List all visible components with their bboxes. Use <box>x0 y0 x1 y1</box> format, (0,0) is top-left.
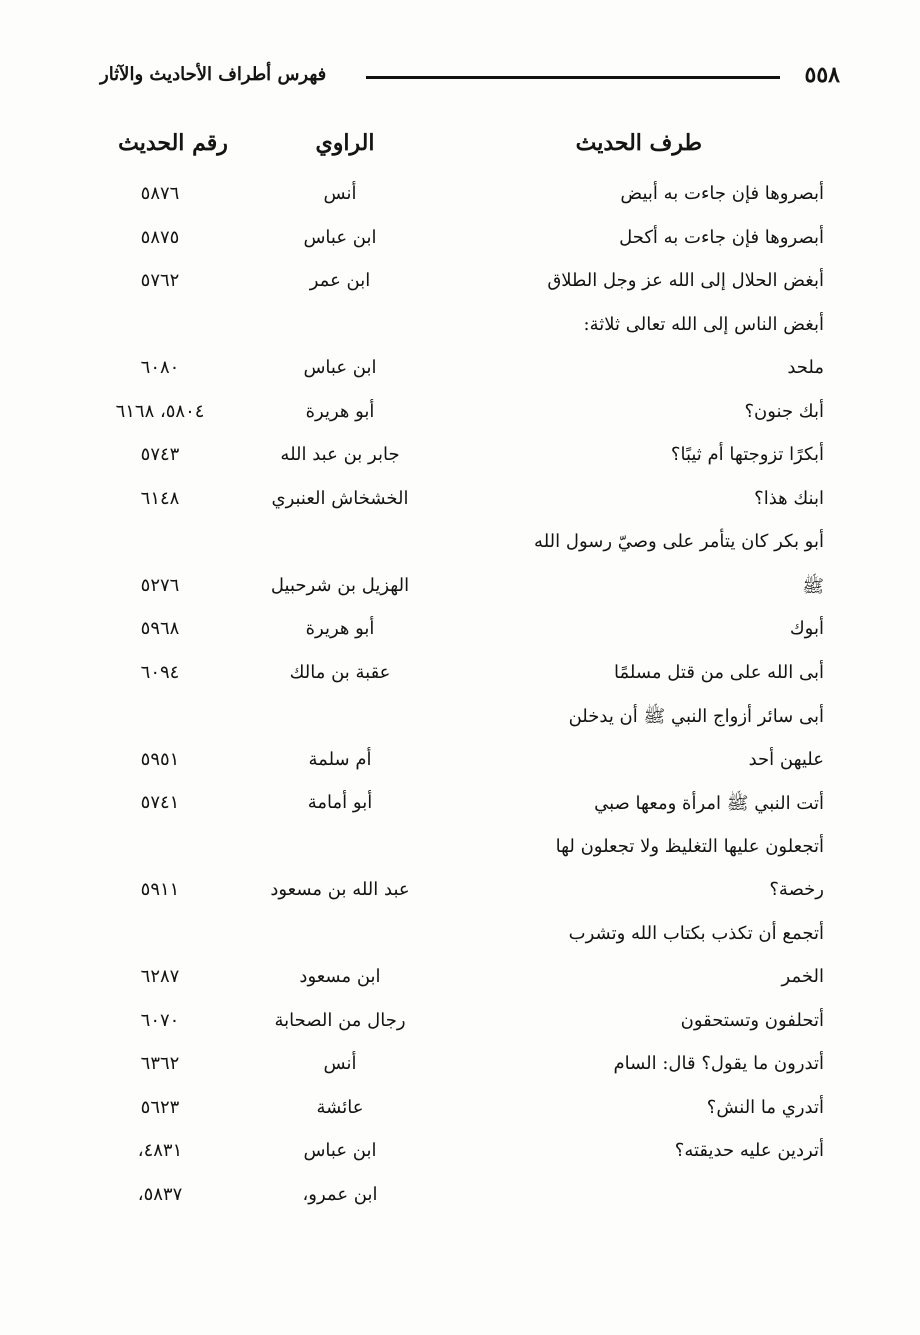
table-row <box>0 836 920 880</box>
hadith-cell: أبكرًا تزوجتها أم ثيبًا؟ <box>670 444 824 465</box>
page-header <box>100 62 840 96</box>
table-row <box>0 662 920 706</box>
hadith-number-cell: ٥٨٣٧، <box>137 1183 183 1205</box>
hadith-cell: أتت النبي ﷺ امرأة ومعها صبي <box>594 793 824 814</box>
table-row <box>0 705 920 749</box>
narrator-cell: ابن عمر <box>309 270 371 291</box>
narrator-cell: الخشخاش العنبري <box>271 487 409 509</box>
hadith-number-cell: ٦٠٨٠ <box>140 357 180 378</box>
table-row <box>0 401 920 445</box>
narrator-cell: عائشة <box>316 1096 364 1118</box>
narrator-cell: أبو هريرة <box>305 400 375 422</box>
hadith-cell: أبى سائر أزواج النبي ﷺ أن يدخلن <box>568 706 824 727</box>
hadith-cell: أتحلفون وتستحقون <box>680 1009 824 1031</box>
table-row <box>0 1184 920 1228</box>
table-row <box>0 314 920 358</box>
hadith-cell: أتجعلون عليها التغليظ ولا تجعلون لها <box>555 835 824 857</box>
hadith-number-cell: ٥٨٧٥ <box>140 226 180 248</box>
hadith-number-cell: ٥٨٠٤، ٦١٦٨ <box>115 400 205 422</box>
table-row <box>0 575 920 619</box>
narrator-cell: الهزيل بن شرحبيل <box>270 574 410 596</box>
hadith-cell: أبى الله على من قتل مسلمًا <box>614 661 824 683</box>
narrator-cell: أنس <box>323 183 357 204</box>
hadith-cell: أتردين عليه حديقته؟ <box>674 1140 824 1161</box>
hadith-number-cell: ٥٩٦٨ <box>140 618 180 639</box>
table-row <box>0 749 920 793</box>
narrator-cell: ابن عباس <box>303 1140 377 1161</box>
hadith-cell: ﷺ <box>802 575 824 597</box>
hadith-number-cell: ٥٢٧٦ <box>140 574 180 596</box>
hadith-cell: ملحد <box>787 357 824 378</box>
hadith-number-cell: ٥٧٤١ <box>140 792 180 813</box>
narrator-cell: أبو هريرة <box>305 618 375 639</box>
hadith-cell: الخمر <box>781 966 824 987</box>
hadith-number-cell: ٦٣٦٢ <box>140 1053 180 1074</box>
narrator-cell: جابر بن عبد الله <box>280 444 400 465</box>
hadith-cell: أبغض الناس إلى الله تعالى ثلاثة: <box>583 313 824 335</box>
hadith-number-cell: ٦٠٩٤ <box>140 661 180 683</box>
narrator-cell: عقبة بن مالك <box>289 661 391 683</box>
header-rule <box>366 76 780 79</box>
table-row <box>0 1140 920 1184</box>
table-row <box>0 357 920 401</box>
narrator-cell: عبد الله بن مسعود <box>270 879 410 900</box>
hadith-number-cell: ٦٢٨٧ <box>140 966 180 987</box>
narrator-cell: ابن عباس <box>303 226 377 248</box>
hadith-cell: أبغض الحلال إلى الله عز وجل الطلاق <box>547 270 824 291</box>
table-row <box>0 923 920 967</box>
hadith-number-cell: ٥٧٤٣ <box>140 444 180 465</box>
hadith-number-cell: ٥٩٥١ <box>140 748 180 770</box>
narrator-cell: أبو أمامة <box>307 792 373 813</box>
narrator-cell: ابن عمرو، <box>302 1183 378 1205</box>
hadith-number-cell: ٥٦٢٣ <box>140 1096 180 1118</box>
table-row <box>0 618 920 662</box>
table-row <box>0 227 920 271</box>
table-row <box>0 879 920 923</box>
table-row <box>0 1053 920 1097</box>
hadith-number-cell: ٥٨٧٦ <box>140 183 180 204</box>
column-header-narrator: الراوي <box>315 130 375 156</box>
narrator-cell: أنس <box>323 1053 357 1074</box>
hadith-number-cell: ٤٨٣١، <box>137 1140 183 1161</box>
hadith-cell: أبصروها فإن جاءت به أبيض <box>620 183 824 204</box>
column-header-hadith: طرف الحديث <box>575 130 702 156</box>
table-row <box>0 1010 920 1054</box>
hadith-cell: أتجمع أن تكذب بكتاب الله وتشرب <box>568 922 824 944</box>
table-row <box>0 488 920 532</box>
hadith-cell: عليهن أحد <box>748 748 824 770</box>
running-title: فهرس أطراف الأحاديث والآثار <box>100 64 327 85</box>
hadith-cell: أبو بكر كان يتأمر على وصيّ رسول الله <box>534 531 824 552</box>
narrator-cell: ابن عباس <box>303 357 377 378</box>
hadith-number-cell: ٦٠٧٠ <box>140 1009 180 1031</box>
hadith-cell: أبوك <box>789 618 824 639</box>
table-row <box>0 531 920 575</box>
table-row <box>0 444 920 488</box>
hadith-number-cell: ٥٧٦٢ <box>140 270 180 291</box>
column-header-number: رقم الحديث <box>118 130 228 156</box>
narrator-cell: أم سلمة <box>308 748 372 770</box>
table-row <box>0 966 920 1010</box>
narrator-cell: رجال من الصحابة <box>274 1009 406 1031</box>
table-row <box>0 183 920 227</box>
table-row <box>0 792 920 836</box>
narrator-cell: ابن مسعود <box>299 966 381 987</box>
hadith-number-cell: ٥٩١١ <box>140 879 180 900</box>
hadith-cell: أتدري ما النش؟ <box>706 1096 824 1118</box>
table-row <box>0 270 920 314</box>
hadith-cell: ابنك هذا؟ <box>754 487 824 509</box>
hadith-cell: أبصروها فإن جاءت به أكحل <box>619 226 824 248</box>
hadith-cell: رخصة؟ <box>769 879 824 900</box>
table-row <box>0 1097 920 1141</box>
page-number: ٥٥٨ <box>804 62 840 88</box>
hadith-cell: أتدرون ما يقول؟ قال: السام <box>613 1053 824 1074</box>
hadith-cell: أبك جنون؟ <box>744 400 824 422</box>
hadith-number-cell: ٦١٤٨ <box>140 487 180 509</box>
